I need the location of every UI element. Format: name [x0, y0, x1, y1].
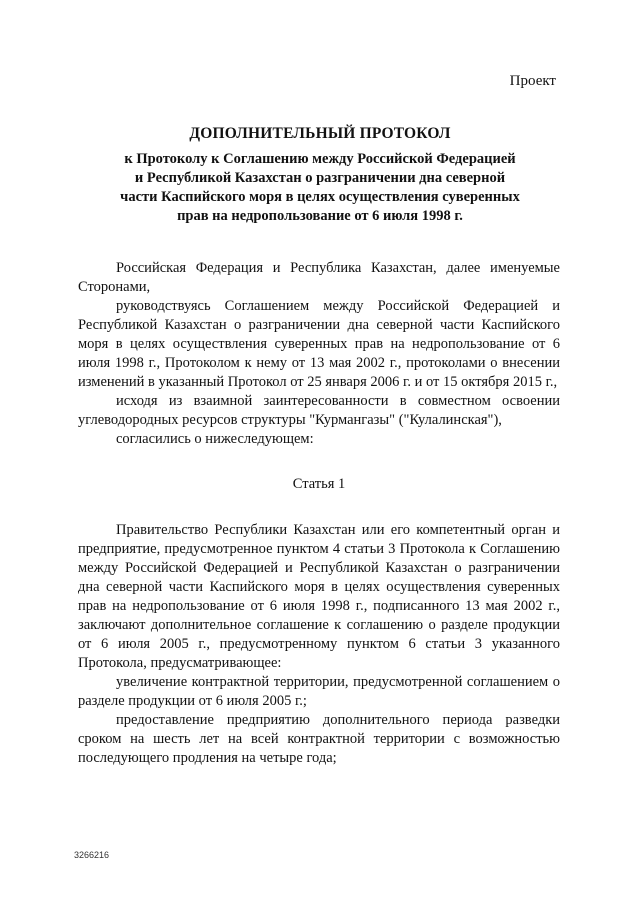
preamble-guided-by: руководствуясь Соглашением между Российской Федерацией и Республикой Казахстан о разграничении дна северной части Каспийского моря в целях осуществления суверенных прав на недропользование от 6 июля 1998 г., Протоколом к нему от 13 мая 2002 г., протоколами о внесении изменений в указанный Протокол от 25 января 2006 г. и от 15 октября 2015 г.,	[78, 298, 560, 390]
document-title: ДОПОЛНИТЕЛЬНЫЙ ПРОТОКОЛ	[189, 125, 451, 142]
subtitle-line: к Протоколу к Соглашению между Российской Федерацией	[124, 151, 516, 167]
document-code: 3266216	[74, 850, 110, 860]
subtitle-line: и Республикой Казахстан о разграничении дна северной	[134, 170, 506, 186]
document-body	[78, 259, 560, 768]
article-1-heading: Статья 1	[292, 476, 346, 492]
preamble-interest: исходя из взаимной заинтересованности в совместном освоении углеводородных ресурсов структуры "Курмангазы" ("Кулалинская"),	[78, 393, 560, 428]
article-1-paragraph: Правительство Республики Казахстан или его компетентный орган и предприятие, предусмотренное пунктом 4 статьи 3 Протокола к Соглашению между Российской Федерацией и Республикой Казахстан о разграничении дна северной части Каспийского моря в целях осуществления суверенных прав на недропользование от 6 июля 1998 г., подписанного 13 мая 2002 г., заключают дополнительное соглашение к соглашению о разделе продукции от 6 июля 2005 г., предусмотренному пунктом 6 статьи 3 указанного Протокола, предусматривающее:	[78, 522, 560, 671]
article-1-paragraph: предоставление предприятию дополнительного периода разведки сроком на шесть лет на всей контрактной территории с возможностью последующего продления на четыре года;	[78, 712, 560, 766]
preamble-parties: Российская Федерация и Республика Казахстан, далее именуемые Сторонами,	[78, 260, 560, 295]
subtitle-line: прав на недропользование от 6 июля 1998 г.	[177, 208, 463, 224]
subtitle-line: части Каспийского моря в целях осуществления суверенных	[120, 189, 520, 205]
preamble-agreed: согласились о нижеследующем:	[116, 431, 314, 447]
article-1-paragraph: увеличение контрактной территории, предусмотренной соглашением о разделе продукции от 6 июля 2005 г.;	[78, 674, 560, 709]
draft-label: Проект	[509, 73, 556, 89]
document-subtitle	[100, 150, 540, 226]
